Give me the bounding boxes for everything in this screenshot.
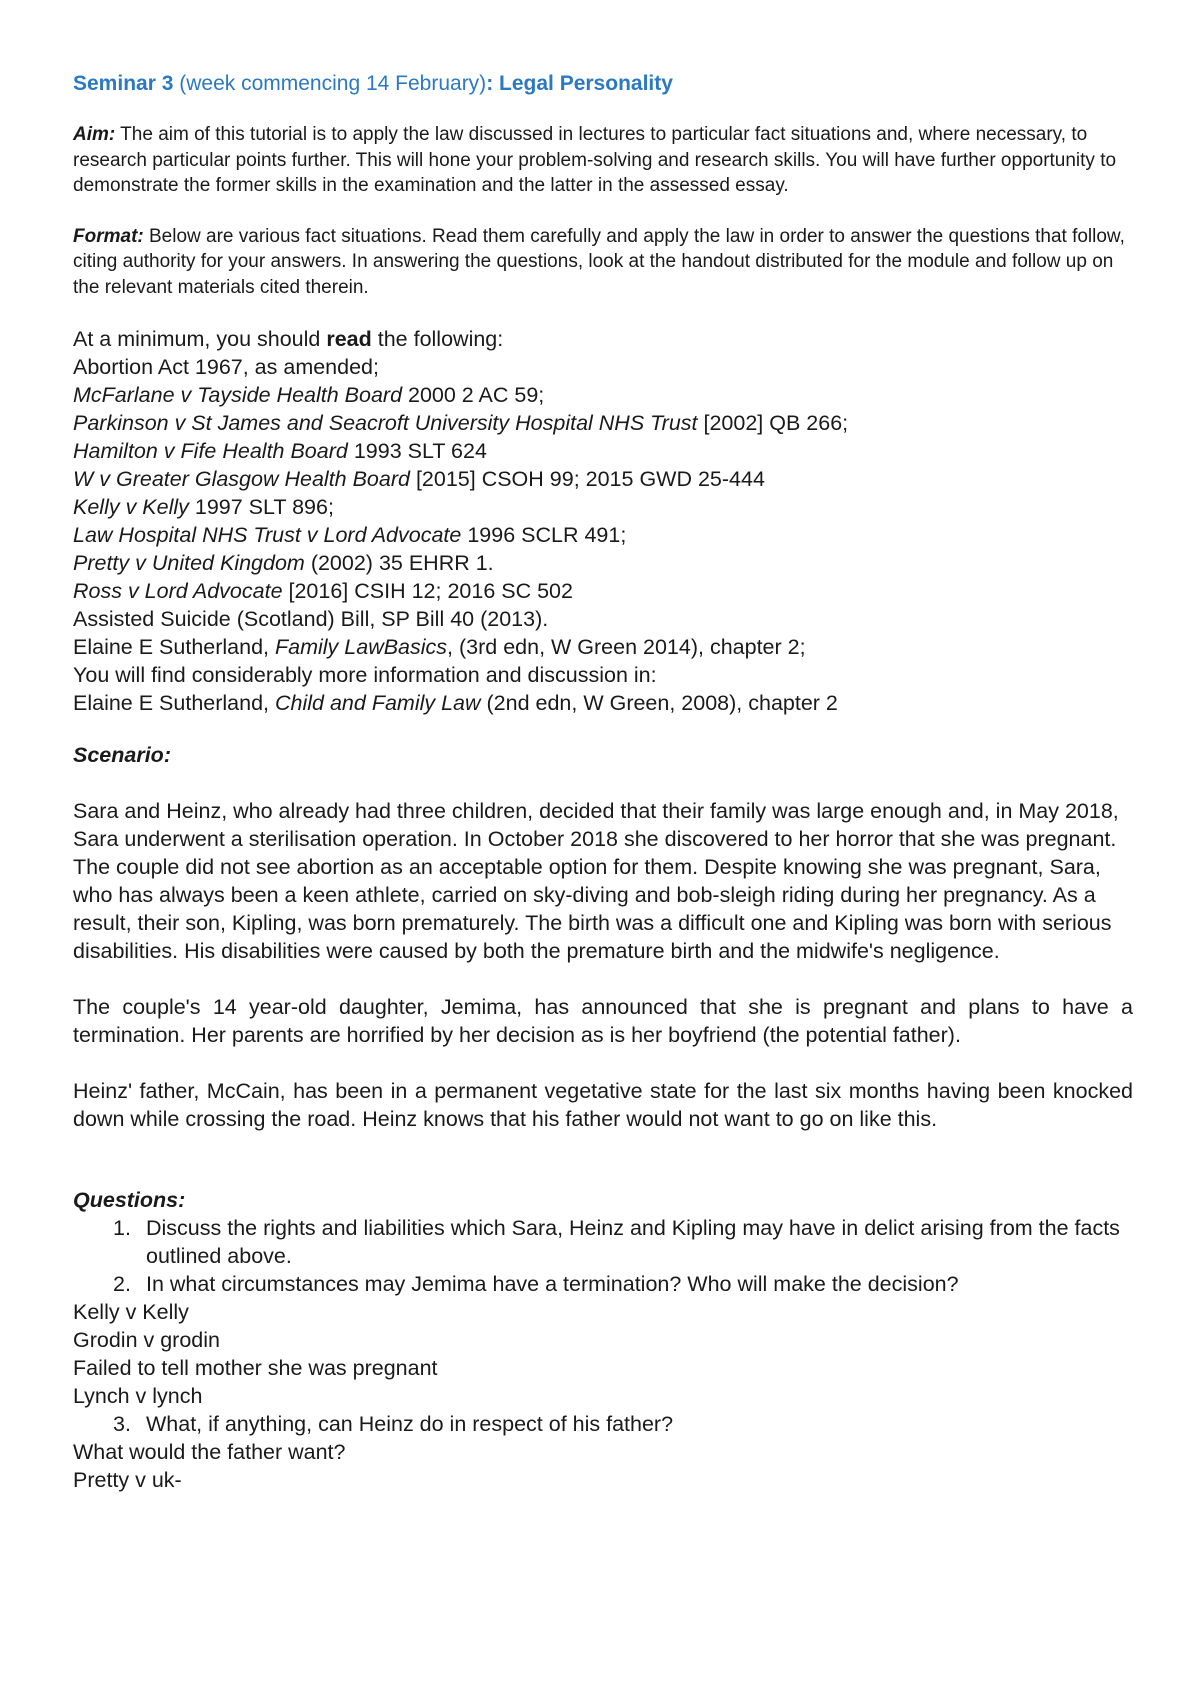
document-page <box>73 70 1133 1494</box>
scenario-paragraph-2: The couple's 14 year-old daughter, Jemima, has announced that she is pregnant and plans to have a termination. Her parents are horrified by her decision as is her boyfriend (the potential father). <box>73 995 1133 1047</box>
question-number: 2. <box>113 1272 131 1296</box>
citation: (2nd edn, W Green, 2008), chapter 2 <box>480 691 838 715</box>
reading-intro-pre: At a minimum, you should <box>73 327 327 351</box>
note-line: Pretty v uk- <box>73 1468 182 1492</box>
questions-list-b <box>73 1410 1133 1438</box>
title-week: (week commencing 14 February) <box>173 72 487 95</box>
note-line: Lynch v lynch <box>73 1384 203 1408</box>
format-label: Format: <box>73 225 144 247</box>
case-name: Parkinson v St James and Seacroft University Hospital NHS Trust <box>73 411 698 435</box>
reading-list <box>73 325 1133 717</box>
reading-item <box>73 381 1133 409</box>
question-number: 1. <box>113 1216 131 1240</box>
citation: 1997 SLT 896; <box>188 495 334 519</box>
reading-item <box>73 409 1133 437</box>
book-title: Family LawBasics <box>275 635 448 659</box>
author: Elaine E Sutherland, <box>73 635 275 659</box>
aim-paragraph <box>73 122 1133 199</box>
scenario-label: Scenario: <box>73 743 171 767</box>
case-name: McFarlane v Tayside Health Board <box>73 383 403 407</box>
citation: [2016] CSIH 12; 2016 SC 502 <box>282 579 573 603</box>
question-2 <box>73 1270 1133 1298</box>
reading-intro-bold: read <box>326 327 372 351</box>
reading-item <box>73 521 1133 549</box>
reading-item <box>73 633 1133 661</box>
reading-item <box>73 605 1133 633</box>
reading-item <box>73 577 1133 605</box>
scenario-paragraph-3: Heinz' father, McCain, has been in a permanent vegetative state for the last six months having been knocked down while crossing the road. Heinz knows that his father would not want to go on like this. <box>73 1079 1133 1131</box>
reading-item <box>73 493 1133 521</box>
note-line: Grodin v grodin <box>73 1328 220 1352</box>
citation: 1993 SLT 624 <box>347 439 487 463</box>
page-title <box>73 70 1133 98</box>
citation: (2002) 35 EHRR 1. <box>304 551 494 575</box>
case-name: Ross v Lord Advocate <box>73 579 283 603</box>
citation: [2002] QB 266; <box>697 411 849 435</box>
reading-item <box>73 437 1133 465</box>
title-colon: : <box>486 72 500 95</box>
format-paragraph <box>73 224 1133 301</box>
questions-list-a <box>73 1214 1133 1298</box>
title-topic: Legal Personality <box>499 72 673 95</box>
reading-intro <box>73 325 1133 353</box>
question-1 <box>73 1214 1133 1270</box>
citation: [2015] CSOH 99; 2015 GWD 25-444 <box>409 467 765 491</box>
format-text: Below are various fact situations. Read them carefully and apply the law in order to answer the questions that follow, citing authority for your answers. In answering the questions, look at the handout distributed for the module and follow up on the relevant materials cited therein. <box>73 225 1125 298</box>
case-name: Hamilton v Fife Health Board <box>73 439 348 463</box>
reading-item <box>73 689 1133 717</box>
note-line: Kelly v Kelly <box>73 1300 189 1324</box>
scenario-paragraph-1: Sara and Heinz, who already had three children, decided that their family was large enough and, in May 2018, Sara underwent a sterilisation operation. In October 2018 she discovered to her horror that she was pregnant. The couple did not see abortion as an acceptable option for them. Despite knowing she was pregnant, Sara, who has always been a keen athlete, carried on sky-diving and bob-sleigh riding during her pregnancy. As a result, their son, Kipling, was born prematurely. The birth was a difficult one and Kipling was born with serious disabilities. His disabilities were caused by both the premature birth and the midwife's negligence. <box>73 799 1119 963</box>
title-seminar: Seminar 3 <box>73 72 174 95</box>
question-number: 3. <box>113 1412 131 1436</box>
reading-item <box>73 353 1133 381</box>
note-line: What would the father want? <box>73 1440 346 1464</box>
reading-item <box>73 549 1133 577</box>
question-text: Discuss the rights and liabilities which Sara, Heinz and Kipling may have in delict arising from the facts outlined above. <box>146 1216 1120 1268</box>
reading-more: You will find considerably more information and discussion in: <box>73 663 657 687</box>
question-text: In what circumstances may Jemima have a termination? Who will make the decision? <box>146 1272 959 1296</box>
aim-label: Aim: <box>73 124 116 145</box>
author: Elaine E Sutherland, <box>73 691 275 715</box>
handwritten-notes-q3 <box>73 1438 1133 1494</box>
case-name: Kelly v Kelly <box>73 495 189 519</box>
citation: Assisted Suicide (Scotland) Bill, SP Bill 40 (2013). <box>73 607 549 631</box>
citation: 1996 SCLR 491; <box>461 523 627 547</box>
question-text: What, if anything, can Heinz do in respect of his father? <box>146 1412 674 1436</box>
questions-label: Questions: <box>73 1188 186 1212</box>
citation: , (3rd edn, W Green 2014), chapter 2; <box>447 635 806 659</box>
note-line: Failed to tell mother she was pregnant <box>73 1356 438 1380</box>
aim-text: The aim of this tutorial is to apply the law discussed in lectures to particular fact situations and, where necessary, to research particular points further. This will hone your problem-solving and research skills. You will have further opportunity to demonstrate the former skills in the examination and the latter in the assessed essay. <box>73 124 1117 196</box>
reading-intro-post: the following: <box>371 327 504 351</box>
citation: 2000 2 AC 59; <box>402 383 545 407</box>
case-name: Law Hospital NHS Trust v Lord Advocate <box>73 523 462 547</box>
question-3 <box>73 1410 1133 1438</box>
citation: Abortion Act 1967, as amended; <box>73 355 379 379</box>
handwritten-notes-q2 <box>73 1298 1133 1410</box>
reading-item <box>73 465 1133 493</box>
case-name: Pretty v United Kingdom <box>73 551 305 575</box>
case-name: W v Greater Glasgow Health Board <box>73 467 410 491</box>
book-title: Child and Family Law <box>275 691 481 715</box>
